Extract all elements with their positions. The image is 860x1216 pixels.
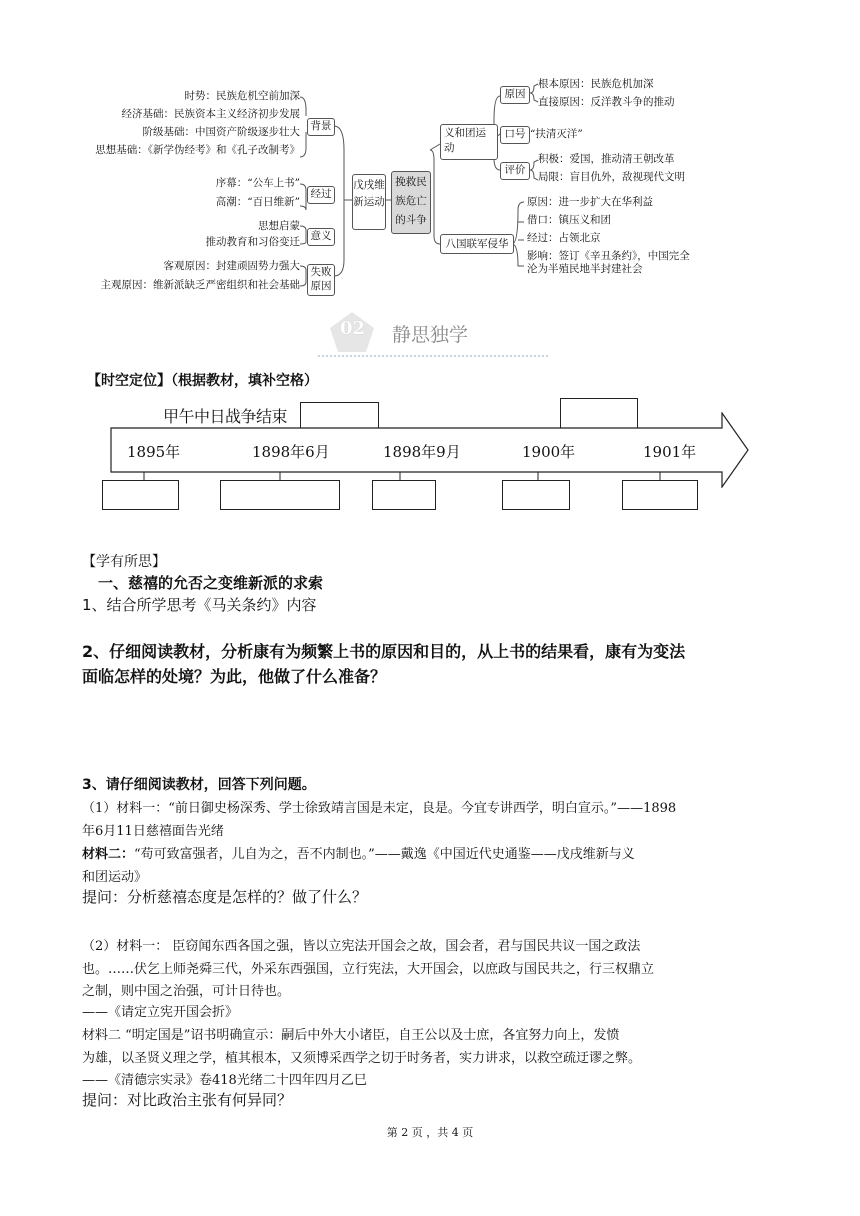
q3-2-source2: ——《清德宗实录》卷418光绪二十四年四月乙巳 [82,1073,367,1088]
cause-items [538,78,675,109]
yihetuan-box: 义和团运动 [440,124,498,160]
baguo-item: 影响：签订《辛丑条约》，中国完全 [527,250,690,262]
failure-item: 客观原因：封建顽固势力强大 [163,260,300,272]
label-cause: 原因 [500,86,530,104]
baguo-item: 经过：占领北京 [527,232,601,244]
process-item: 序幕：“公车上书” [215,177,300,189]
q3-2-material2-line1: 材料二 “明定国是”诏书明确宣示：嗣后中外大小诸臣，自王公以及士庶，各宜努力向上，发愤 [82,1028,620,1043]
label-process: 经过 [307,186,335,204]
q3-2-line1: （2）材料一： 臣窃闻东西各国之强，皆以立宪法开国会之故，国会者，君与国民共议一国之政法 [82,939,641,954]
significance-item: 推动教育和习俗变迁 [205,236,300,248]
background-items [95,90,300,157]
background-item: 经济基础：民族资本主义经济初步发展 [121,108,300,120]
q3-1-line2: 年6月11日慈禧面告光绪 [82,824,224,839]
baguo-box: 八国联军侵华 [440,234,514,254]
page-footer: 第 2 页 ，共 4 页 [386,1126,474,1139]
badge-title: 静思独学 [392,324,469,346]
baguo-item: 借口：镇压义和团 [527,214,611,226]
q3-1-material2-line2: 和团运动》 [82,870,148,885]
label-background: 背景 [307,118,335,136]
question-2-line2: 面临怎样的处境？为此，他做了什么准备？ [82,667,387,686]
evaluation-item: 局限：盲目仇外，敌视现代文明 [538,171,685,183]
timeline-heading [87,370,318,390]
cause-item: 根本原因：民族危机加深 [538,78,654,90]
question-1: 1、结合所学思考《马关条约》内容 [82,596,317,614]
blank-box-1900[interactable] [502,480,570,510]
cause-item: 直接原因：反洋教斗争的推动 [538,96,675,108]
q3-1-material2 [82,843,635,862]
label-slogan: 口号 [500,126,530,144]
failure-items [101,260,301,292]
question-3: 3、请仔细阅读教材，回答下列问题。 [82,777,316,793]
section-badge [318,306,558,362]
q3-2-material2-line2: 为雄，以圣贤义理之学，植其根本，又须博采西学之切于时务者，实力讲求，以救空疏迂谬之弊。 [82,1051,642,1066]
process-items [216,177,300,209]
blank-box-1901[interactable] [622,480,698,510]
baguo-items [527,196,690,276]
q3-2-source1: ——《请定立宪开国会折》 [82,1005,239,1020]
timeline-heading-label: 【时空定位】 [87,373,171,389]
study-heading: 【学有所思】 [82,554,166,570]
timeline-heading-note: （根据教材，填补空格） [171,373,318,389]
part1-title: 一、慈禧的允否之变维新派的求索 [98,574,324,592]
q3-2-ask: 提问：对比政治主张有何异同？ [82,1091,293,1109]
baguo-item: 沦为半殖民地半封建社会 [527,263,643,275]
q3-1-line1: （1）材料一：“前日御史杨深秀、学士徐致靖言国是未定，良是。今宜专讲西学，明白宣示。”——1898 [82,801,677,816]
label-failure-reasons: 失败原因 [307,264,335,296]
material2-label: 材料二： [82,847,135,862]
badge-number: 02 [340,318,366,339]
q3-1-ask: 提问：分析慈禧态度是怎样的？做了什么？ [82,888,368,906]
label-significance: 意义 [307,228,335,246]
evaluation-items [538,153,685,184]
year-1901: 1901年 [643,443,697,461]
slogan-text: “扶清灭洋” [530,128,583,140]
blank-box-1895[interactable] [102,480,179,510]
background-item: 阶级基础：中国资产阶级逐步壮大 [142,126,300,138]
material2-line1: “苟可致富强者，儿自为之，吾不内制也。”——戴逸《中国近代史通鉴——戊戌维新与义 [134,847,635,862]
baguo-item: 原因：进一步扩大在华利益 [527,196,653,208]
center-topic-box: 挽救民族危亡的斗争 [391,171,431,234]
blank-box-1898-sept[interactable] [372,480,436,510]
question-2-line1: 2、仔细阅读教材，分析康有为频繁上书的原因和目的，从上书的结果看，康有为变法 [82,642,686,661]
label-evaluation: 评价 [500,162,530,180]
evaluation-item: 积极：爱国，推动清王朝改革 [538,153,675,165]
year-1900: 1900年 [522,443,576,461]
wuxu-reform-box: 戊戌维新运动 [352,174,386,230]
timeline-ticks [144,472,660,480]
year-1898-june: 1898年6月 [252,443,330,461]
failure-item: 主观原因：维新派缺乏严密组织和社会基础 [100,279,300,291]
year-1898-sept: 1898年9月 [383,443,461,461]
process-item: 高潮：“百日维新” [215,196,300,208]
blank-box-1898-june[interactable] [220,480,340,510]
background-item: 思想基础：《新学伪经考》和《孔子改制考》 [95,144,300,156]
q3-2-line2: 也。……伏乞上师尧舜三代，外采东西强国，立行宪法，大开国会，以庶政与国民共之，行三权鼎立 [82,962,655,977]
significance-items [206,220,301,249]
background-item: 时势：民族危机空前加深 [184,90,300,102]
q3-2-line3: 之制，则中国之治强，可计日待也。 [82,984,291,999]
significance-item: 思想启蒙 [258,220,300,232]
timeline-top-label: 甲午中日战争结束 [163,407,288,426]
year-1895: 1895年 [127,443,181,461]
